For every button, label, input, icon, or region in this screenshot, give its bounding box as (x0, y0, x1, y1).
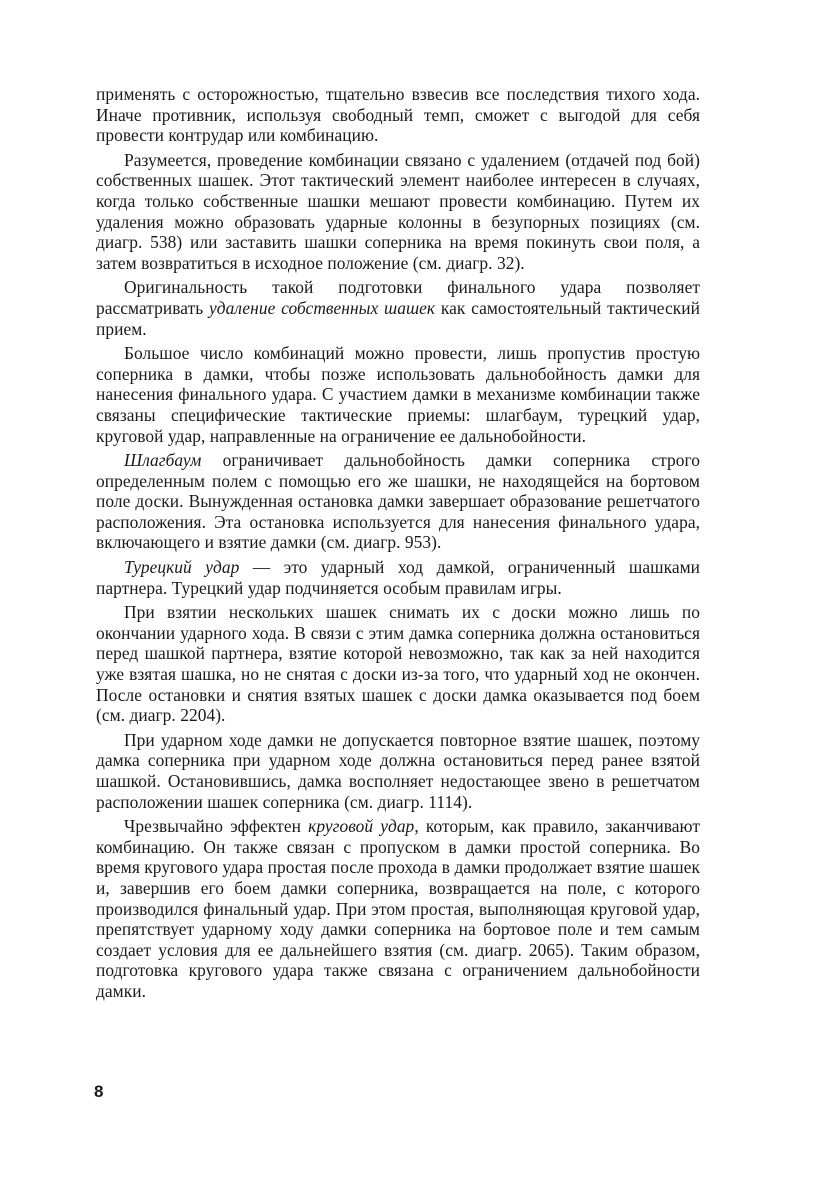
paragraph-1 (96, 84, 700, 146)
emphasis-term: Шлагбаум (124, 450, 202, 471)
emphasis-term: удаление собственных шашек (209, 297, 436, 318)
emphasis-term: Турецкий удар (124, 557, 240, 578)
paragraph-text: При ударном ходе дамки не допускается повторное взятие шашек, поэтому дамка соперника при ударном ходе должна остановиться перед ранее взятой шашкой. Остановившись, дамка восполняет недостающее звено в решетчатом расположении шашек соперника (см. диагр. 1114). (96, 729, 700, 812)
emphasis-term: круговой удар (308, 816, 415, 837)
paragraph-6 (96, 557, 700, 598)
paragraph-text: — это ударный ход дамкой, ограниченный шашками партнера. Турецкий удар подчиняется особым правилам игры. (96, 557, 700, 598)
paragraph-8 (96, 730, 700, 812)
paragraph-text: Большое число комбинаций можно провести, лишь пропустив простую соперника в дамки, чтобы позже использовать дальнобойность дамки для нанесения финального удара. С участием дамки в механизме комбинации также связаны специфические тактические приемы: шлагбаум, турецкий удар, круговой удар, направленные на ограничение ее дальнобойности. (96, 343, 700, 446)
page-number: 8 (94, 1082, 104, 1101)
paragraph-7 (96, 602, 700, 726)
paragraph-9 (96, 816, 700, 1001)
paragraph-2 (96, 150, 700, 274)
paragraph-5 (96, 450, 700, 553)
page-body (96, 84, 700, 1006)
paragraph-4 (96, 343, 700, 446)
paragraph-text: применять с осторожностью, тщательно взвесив все последствия тихого хода. Иначе противник, используя свободный темп, сможет с выгодой для себя провести контрудар или комбинацию. (96, 84, 700, 146)
paragraph-text: Разумеется, проведение комбинации связано с удалением (отдачей под бой) собственных шашек. Этот тактический элемент наиболее интересен в случаях, когда только собственные шашки мешают провести комбинацию. Путем их удаления можно образовать ударные колонны в безупорных позициях (см. диагр. 538) или заставить шашки соперника на время покинуть свои поля, а затем возвратиться в исходное положение (см. диагр. 32). (96, 149, 700, 273)
paragraph-text: , которым, как правило, заканчивают комбинацию. Он также связан с пропуском в дамки простой соперника. Во время кругового удара простая после прохода в дамки продолжает взятие шашек и, завершив его боем дамки соперника, возвращается на поле, с которого производился финальный удар. При этом простая, выполняющая круговой удар, препятствует ударному ходу дамки соперника на бортовое поле и тем самым создает условия для ее дальнейшего взятия (см. диагр. 2065). Таким образом, подготовка кругового удара также связана с ограничением дальнобойности дамки. (96, 816, 701, 1001)
paragraph-3 (96, 277, 700, 339)
paragraph-text: Оригинальность такой подготовки финального удара позволяет рассматривать (96, 277, 700, 318)
paragraph-text: как самостоятельный тактический прием. (96, 297, 700, 339)
paragraph-text: При взятии нескольких шашек снимать их с доски можно лишь по окончании ударного хода. В связи с этим дамка соперника должна остановиться перед шашкой партнера, взятие которой невозможно, так как за ней находится уже взятая шашка, но не снятая с доски из-за того, что ударный ход не окончен. После остановки и снятия взятых шашек с доски дамка оказывается под боем (см. диагр. 2204). (96, 602, 700, 726)
paragraph-text: ограничивает дальнобойность дамки соперника строго определенным полем с помощью его же шашки, не находящейся на бортовом поле доски. Вынужденная остановка дамки завершает образование решетчатого расположения. Эта остановка используется для нанесения финального удара, включающего и взятие дамки (см. диагр. 953). (96, 450, 700, 553)
paragraph-text: Чрезвычайно эффектен (124, 816, 309, 837)
